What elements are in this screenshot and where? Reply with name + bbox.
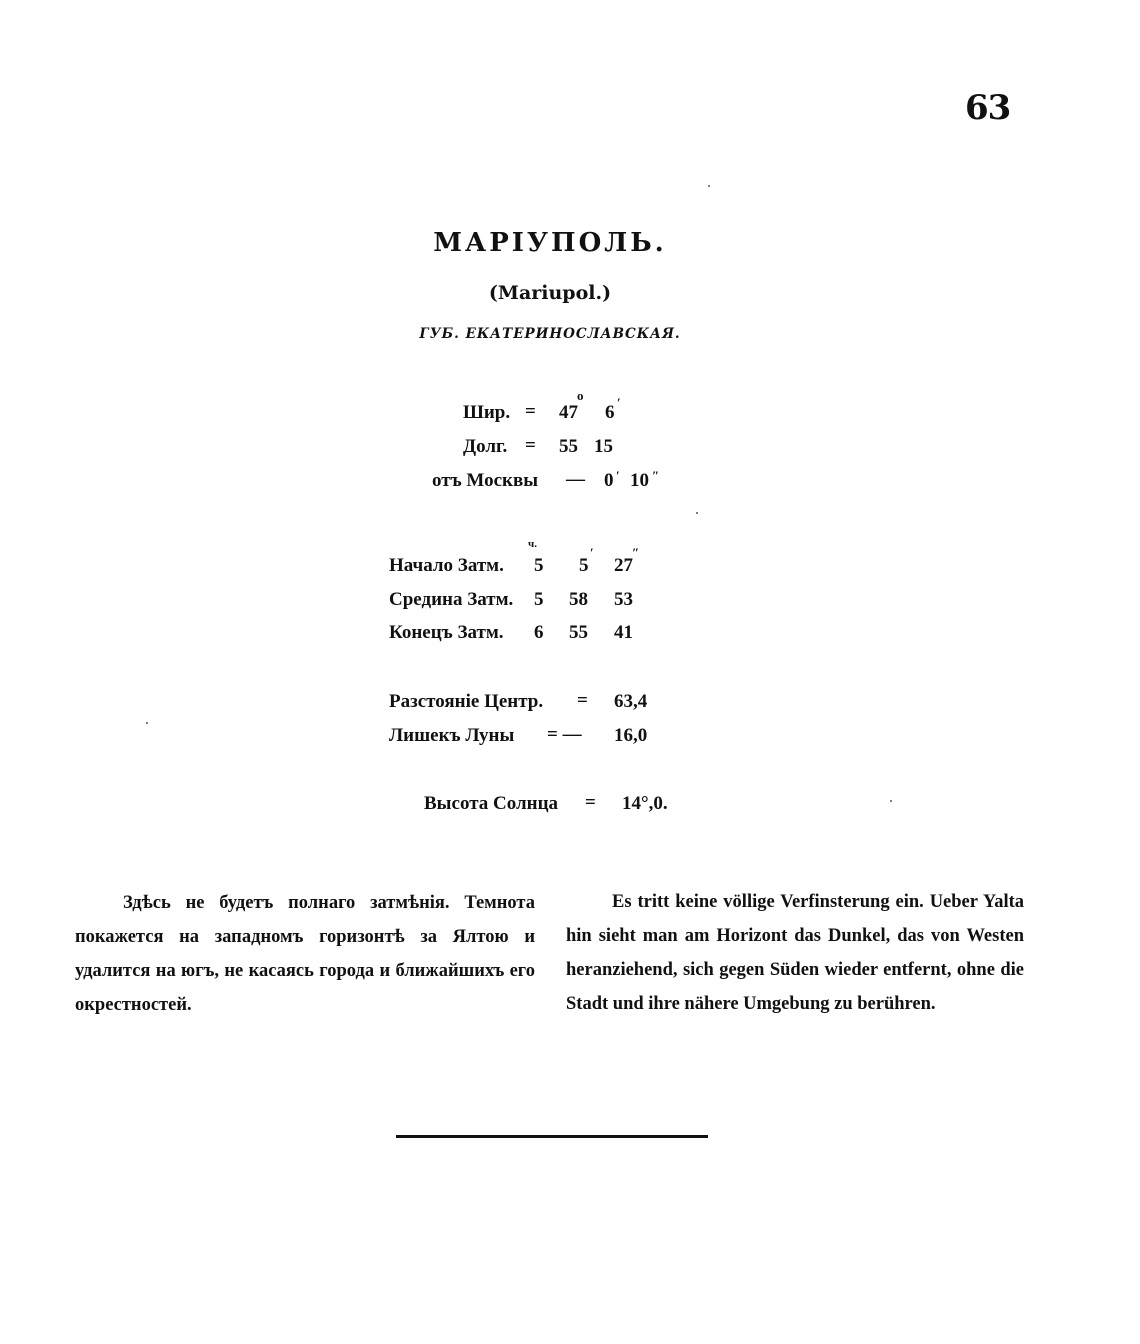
page-title: МАРІУПОЛЬ.	[433, 228, 667, 258]
latitude-label: Шир.	[463, 402, 511, 423]
moscow-second-mark: ″	[652, 468, 660, 483]
eclipse-start-label: Начало Затм.	[389, 555, 504, 576]
moscow-minute-mark: ′	[616, 468, 620, 483]
description-russian: Здѣсь не будетъ полнаго затмѣнія. Темнота покажется на западномъ горизонтѣ за Ялтою и удалится на югъ, не касаясь города и ближайшихъ его окрестностей.	[75, 893, 535, 1015]
latitude-degrees: 47	[559, 402, 578, 423]
scan-speck	[708, 185, 710, 187]
moscow-seconds: 10	[630, 470, 649, 491]
moon-excess-value: 16,0	[614, 725, 648, 746]
page-number: 63	[965, 88, 1011, 128]
latitude-equals: =	[525, 401, 536, 422]
second-unit-mark: ″	[632, 545, 640, 560]
description-german: Es tritt keine völlige Verfinsterung ein. Ueber Yalta hin sieht man am Horizont das Dunkel, das von Westen heranziehend, sich gegen Süden wieder entfernt, ohne die Stadt und ihre nähere Umgebung zu berühren.	[566, 892, 1024, 1014]
minute-mark: ′	[617, 395, 621, 410]
sun-height-label: Высота Солнца	[424, 793, 559, 814]
eclipse-middle-minute: 58	[569, 589, 588, 610]
center-distance-label: Разстояніе Центр.	[389, 691, 544, 712]
province-label: ГУБ. ЕКАТЕРИНОСЛАВСКАЯ.	[419, 326, 681, 342]
sun-height-value: 14°,0.	[622, 793, 668, 814]
moscow-label: отъ Москвы	[432, 470, 539, 491]
scan-speck	[890, 800, 892, 802]
eclipse-start-hour: 5	[534, 555, 544, 576]
longitude-equals: =	[525, 435, 536, 456]
eclipse-end-second: 41	[614, 622, 633, 643]
moscow-dash: —	[566, 469, 585, 490]
center-distance-value: 63,4	[614, 691, 648, 712]
moscow-minutes: 0	[604, 470, 614, 491]
scan-speck	[696, 512, 698, 514]
eclipse-start-minute: 5	[579, 555, 589, 576]
latin-name: (Mariupol.)	[488, 282, 612, 304]
moon-excess-equals: = —	[547, 724, 582, 745]
eclipse-middle-hour: 5	[534, 589, 544, 610]
eclipse-end-hour: 6	[534, 622, 544, 643]
degree-mark: o	[577, 388, 584, 403]
minute-unit-mark: ′	[590, 545, 594, 560]
eclipse-end-label: Конецъ Затм.	[389, 622, 504, 643]
moon-excess-label: Лишекъ Луны	[389, 725, 515, 746]
hour-unit-mark: ч.	[528, 538, 537, 550]
scan-speck	[146, 722, 148, 724]
longitude-minutes: 15	[594, 436, 613, 457]
longitude-degrees: 55	[559, 436, 578, 457]
latitude-minutes: 6	[605, 402, 615, 423]
sun-height-equals: =	[585, 792, 596, 813]
eclipse-end-minute: 55	[569, 622, 588, 643]
center-distance-equals: =	[577, 690, 588, 711]
eclipse-middle-label: Средина Затм.	[389, 589, 514, 610]
eclipse-middle-second: 53	[614, 589, 633, 610]
longitude-label: Долг.	[463, 436, 508, 457]
closing-rule	[396, 1135, 708, 1138]
eclipse-start-second: 27	[614, 555, 633, 576]
